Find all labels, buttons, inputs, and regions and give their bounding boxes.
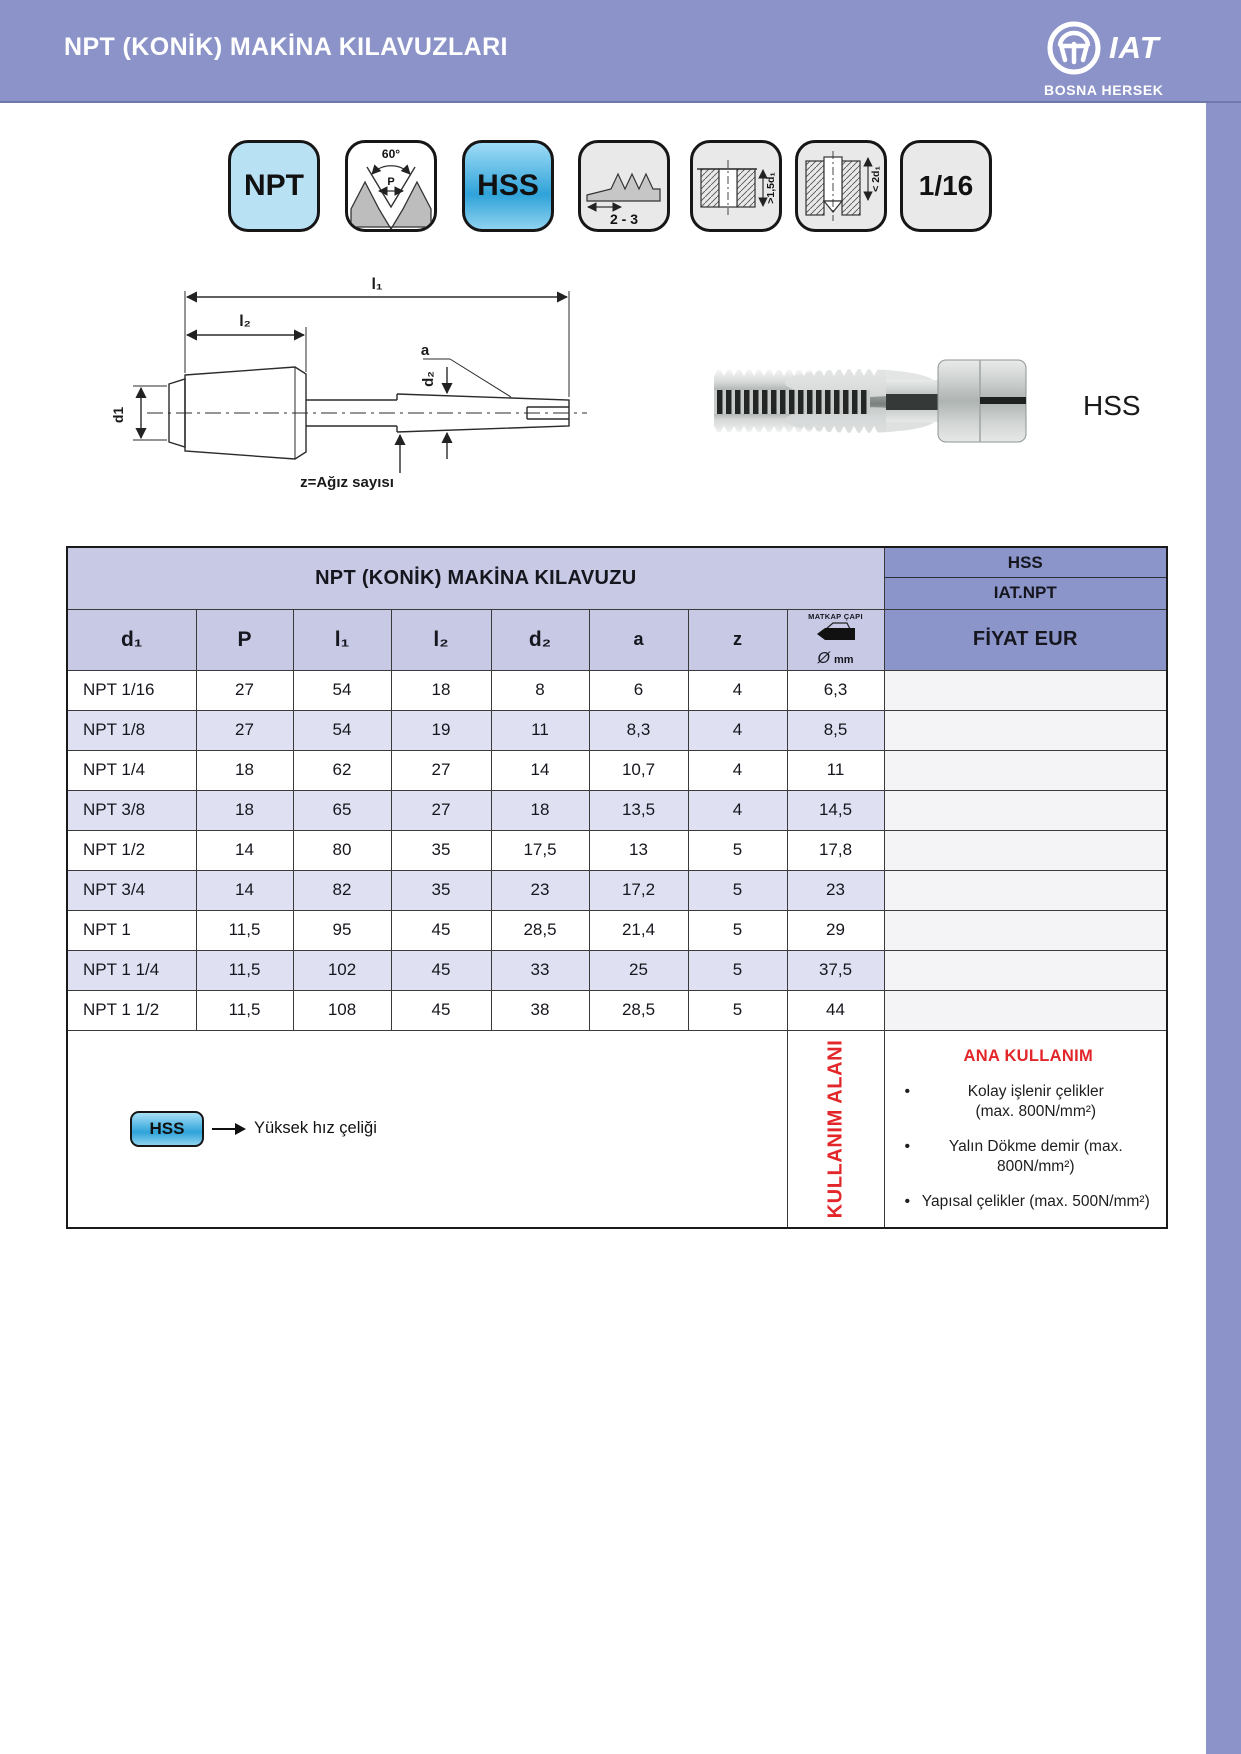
value-cell: 4	[688, 750, 787, 790]
hss-chip: HSS	[130, 1111, 204, 1147]
page-title: NPT (KONİK) MAKİNA KILAVUZLARI	[64, 33, 508, 61]
drill-bit-icon	[814, 621, 858, 645]
value-cell: 5	[688, 950, 787, 990]
col-header-l2: l₂	[391, 609, 491, 670]
hss-legend	[130, 1111, 787, 1147]
dim-l1-label: l₁	[371, 276, 383, 293]
table-row	[67, 910, 1167, 950]
size-cell: NPT 1 1/4	[67, 950, 196, 990]
value-cell: 13	[589, 830, 688, 870]
value-cell: 27	[196, 670, 293, 710]
table-row	[67, 710, 1167, 750]
badge-pitch-label: P	[387, 176, 395, 188]
badge-hss-label: HSS	[477, 169, 539, 202]
value-cell: 18	[196, 750, 293, 790]
table-row	[67, 870, 1167, 910]
value-cell: 108	[293, 990, 391, 1030]
table-row	[67, 790, 1167, 830]
value-cell: 21,4	[589, 910, 688, 950]
dim-d1-label: d1	[110, 406, 126, 424]
badge-npt-label: NPT	[244, 169, 304, 202]
value-cell: 35	[391, 870, 491, 910]
usage-area-cell	[787, 1030, 884, 1228]
value-cell: 5	[688, 990, 787, 1030]
value-cell: 14	[196, 870, 293, 910]
usage-list	[905, 1082, 1153, 1213]
value-cell: 38	[491, 990, 589, 1030]
value-cell: 17,2	[589, 870, 688, 910]
value-cell: 28,5	[491, 910, 589, 950]
hss-description: Yüksek hız çeliği	[254, 1119, 377, 1138]
tap-photo	[712, 350, 1034, 452]
value-cell: 14	[196, 830, 293, 870]
value-cell: 11,5	[196, 950, 293, 990]
size-cell: NPT 1/16	[67, 670, 196, 710]
badge-blind-label: >1,5d₁	[765, 172, 777, 204]
col-header-l1: l₁	[293, 609, 391, 670]
flutes-label: z=Ağız sayısı	[300, 474, 394, 491]
value-cell: 17,8	[787, 830, 884, 870]
value-cell: 17,5	[491, 830, 589, 870]
value-cell: 29	[787, 910, 884, 950]
value-cell: 5	[688, 870, 787, 910]
value-cell: 14,5	[787, 790, 884, 830]
value-cell: 11,5	[196, 990, 293, 1030]
col-header-price: FİYAT EUR	[884, 609, 1167, 670]
price-cell	[884, 950, 1167, 990]
dim-a-label: a	[420, 342, 430, 359]
value-cell: 27	[391, 750, 491, 790]
dim-d2-label: d₂	[420, 371, 437, 387]
value-cell: 27	[196, 710, 293, 750]
brand-country: BOSNA HERSEK	[1044, 82, 1164, 98]
value-cell: 28,5	[589, 990, 688, 1030]
spec-table	[66, 546, 1168, 1229]
arrow-right-icon	[212, 1122, 246, 1136]
size-cell: NPT 1 1/2	[67, 990, 196, 1030]
size-cell: NPT 3/8	[67, 790, 196, 830]
price-cell	[884, 750, 1167, 790]
value-cell: 4	[688, 670, 787, 710]
table-row	[67, 750, 1167, 790]
price-cell	[884, 830, 1167, 870]
usage-item: • Yapısal çelikler (max. 500N/mm²)	[905, 1192, 1153, 1212]
value-cell: 33	[491, 950, 589, 990]
col-header-d2: d₂	[491, 609, 589, 670]
page-header	[0, 0, 1241, 103]
value-cell: 18	[491, 790, 589, 830]
brand-material: HSS	[885, 548, 1167, 578]
badge-npt	[228, 140, 320, 232]
badge-angle-label: 60°	[381, 147, 401, 161]
col-header-p: P	[196, 609, 293, 670]
badge-size-label: 1/16	[918, 170, 974, 201]
value-cell: 18	[391, 670, 491, 710]
value-cell: 14	[491, 750, 589, 790]
value-cell: 35	[391, 830, 491, 870]
value-cell: 54	[293, 710, 391, 750]
value-cell: 5	[688, 830, 787, 870]
table-brand-header	[884, 547, 1167, 609]
value-cell: 6,3	[787, 670, 884, 710]
badge-thread-profile-icon	[345, 140, 437, 232]
value-cell: 102	[293, 950, 391, 990]
table-body	[67, 670, 1167, 1030]
badge-chamfer-label: 2 - 3	[609, 211, 639, 227]
material-legend-cell	[67, 1030, 787, 1228]
badge-thread-depth-icon	[690, 140, 782, 232]
price-cell	[884, 990, 1167, 1030]
value-cell: 45	[391, 910, 491, 950]
table-row	[67, 830, 1167, 870]
value-cell: 45	[391, 990, 491, 1030]
price-cell	[884, 790, 1167, 830]
price-cell	[884, 710, 1167, 750]
drill-col-label: MATKAP ÇAPI	[808, 611, 863, 621]
drill-unit: mm	[833, 653, 854, 666]
main-usage-cell	[884, 1030, 1167, 1228]
value-cell: 23	[491, 870, 589, 910]
value-cell: 19	[391, 710, 491, 750]
price-cell	[884, 910, 1167, 950]
size-cell: NPT 1	[67, 910, 196, 950]
brand-logo	[1046, 20, 1160, 76]
value-cell: 8	[491, 670, 589, 710]
value-cell: 54	[293, 670, 391, 710]
size-cell: NPT 3/4	[67, 870, 196, 910]
value-cell: 6	[589, 670, 688, 710]
col-header-a: a	[589, 609, 688, 670]
side-stripe	[1206, 103, 1241, 1754]
badge-drill-depth-icon	[795, 140, 887, 232]
col-header-drill-diameter	[787, 609, 884, 670]
value-cell: 45	[391, 950, 491, 990]
table-row	[67, 990, 1167, 1030]
value-cell: 10,7	[589, 750, 688, 790]
table-row	[67, 950, 1167, 990]
usage-item: • Yalın Dökme demir (max. 800N/mm²)	[905, 1137, 1153, 1177]
value-cell: 11	[491, 710, 589, 750]
table-row	[67, 670, 1167, 710]
value-cell: 80	[293, 830, 391, 870]
tap-dimension-drawing	[95, 263, 600, 493]
main-usage-title: ANA KULLANIM	[963, 1046, 1094, 1065]
value-cell: 8,3	[589, 710, 688, 750]
brand-name: IAT	[1109, 30, 1160, 65]
badge-hss	[462, 140, 554, 232]
brand-series: IAT.NPT	[993, 583, 1057, 603]
dim-l2-label: l₂	[239, 313, 251, 330]
badge-through-label: < 2d₁	[870, 166, 882, 192]
value-cell: 18	[196, 790, 293, 830]
value-cell: 82	[293, 870, 391, 910]
value-cell: 5	[688, 910, 787, 950]
value-cell: 62	[293, 750, 391, 790]
price-cell	[884, 870, 1167, 910]
table-footer-row	[67, 1030, 1167, 1228]
size-cell: NPT 1/8	[67, 710, 196, 750]
diameter-symbol: Ø	[817, 649, 830, 667]
usage-area-vertical-label: KULLANIM ALANI	[824, 1039, 847, 1219]
usage-item: • Kolay işlenir çelikler (max. 800N/mm²)	[905, 1082, 1153, 1122]
value-cell: 13,5	[589, 790, 688, 830]
value-cell: 11,5	[196, 910, 293, 950]
value-cell: 25	[589, 950, 688, 990]
price-cell	[884, 670, 1167, 710]
badge-size-range	[900, 140, 992, 232]
size-cell: NPT 1/4	[67, 750, 196, 790]
value-cell: 37,5	[787, 950, 884, 990]
value-cell: 11	[787, 750, 884, 790]
value-cell: 95	[293, 910, 391, 950]
value-cell: 23	[787, 870, 884, 910]
col-header-d1: d₁	[67, 609, 196, 670]
value-cell: 4	[688, 710, 787, 750]
value-cell: 8,5	[787, 710, 884, 750]
value-cell: 65	[293, 790, 391, 830]
value-cell: 27	[391, 790, 491, 830]
value-cell: 44	[787, 990, 884, 1030]
table-title: NPT (KONİK) MAKİNA KILAVUZU	[67, 547, 884, 609]
photo-material-label: HSS	[1083, 390, 1141, 421]
size-cell: NPT 1/2	[67, 830, 196, 870]
badge-chamfer-icon	[578, 140, 670, 232]
value-cell: 4	[688, 790, 787, 830]
col-header-z: z	[688, 609, 787, 670]
iat-logo-icon	[1046, 20, 1102, 76]
